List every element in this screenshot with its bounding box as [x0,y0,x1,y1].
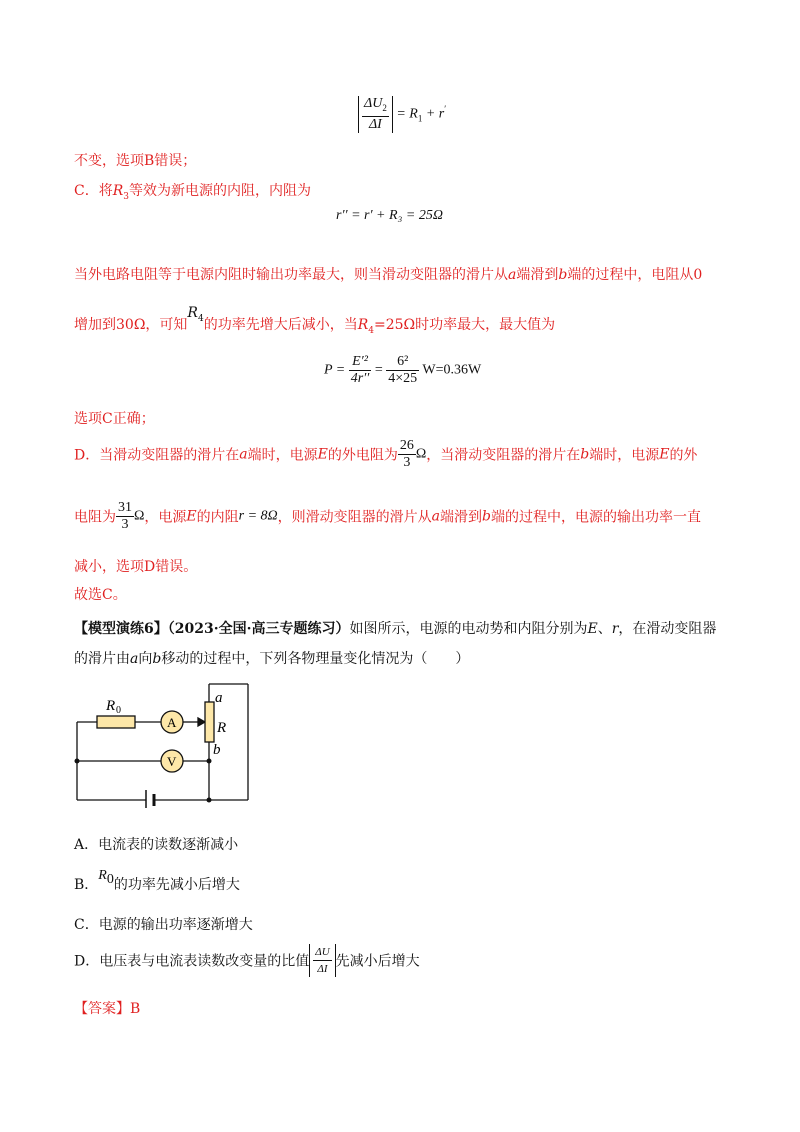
paragraph-max-power-line2: 增加到30Ω，可知$R_4$的功率先增大后减小，当$R_4=25\Omega$时功率最大，最大值为 [74,305,556,336]
circuit-diagram [66,676,266,808]
option-b: B．$R_0$的功率先减小后增大 [74,868,240,893]
option-b-conclusion: 不变，选项B错误； [74,153,197,169]
paragraph-option-d-line1: D．当滑动变阻器的滑片在a端时，电源E的外电阻为 $\frac{26}{3}$ Ω，当滑动变阻器的滑片在b端时，电源E的外 [74,438,698,470]
label-end-b: b [213,742,221,758]
label-end-a: a [215,690,223,706]
voltmeter-label: V [167,754,177,769]
paragraph-option-d-line2: 电阻为 $\frac{31}{3}$ Ω，电源E的内阻r = 8Ω，则滑动变阻器的滑片从a端滑到b端的过程中，电源的输出功率一直 [74,500,701,532]
question-line1: 【模型演练6】（2023·全国·高三专题练习）如图所示，电源的电动势和内阻分别为E、r，在滑动变阻器 [74,621,717,637]
option-c: C．电源的输出功率逐渐增大 [74,917,253,933]
label-r0-sub: 0 [116,705,121,716]
ammeter-label: A [167,715,177,730]
option-c-line: C．将$R_3$等效为新电源的内阻，内阻为 [74,183,311,202]
option-a: A．电流表的读数逐渐减小 [74,837,239,853]
paragraph-max-power-line1: 当外电路电阻等于电源内阻时输出功率最大，则当滑动变阻器的滑片从a端滑到b端的过程中，电阻从0 [74,267,703,283]
paragraph-option-d-line3: 减小，选项D错误。 [74,559,198,575]
final-conclusion: 故选C。 [74,587,127,603]
label-rheostat-r: R [217,720,227,736]
option-c-conclusion: 选项C正确； [74,411,155,427]
label-r0: R [106,698,116,714]
formula-max-power: P = $\frac{\text{E′²}}{4r''}$ = $\frac{\text{6²}}{4\times 25}$ W=0.36W [324,354,482,386]
formula-delta-u2-over-delta-i: $\frac{\Delta U_2}{\Delta I}$ = $R_1 + r'$ [358,96,446,133]
option-d: D．电压表与电流表读数改变量的比值 $\frac{\Delta U}{\Delta I}$ 先减小后增大 [74,946,420,975]
answer: 【答案】B [74,1001,141,1017]
question-line2: 的滑片由a向b移动的过程中，下列各物理量变化情况为（ ） [74,651,470,667]
formula-new-internal-resistance: r′′ = r′ + R₃ = 25Ω [336,208,443,223]
